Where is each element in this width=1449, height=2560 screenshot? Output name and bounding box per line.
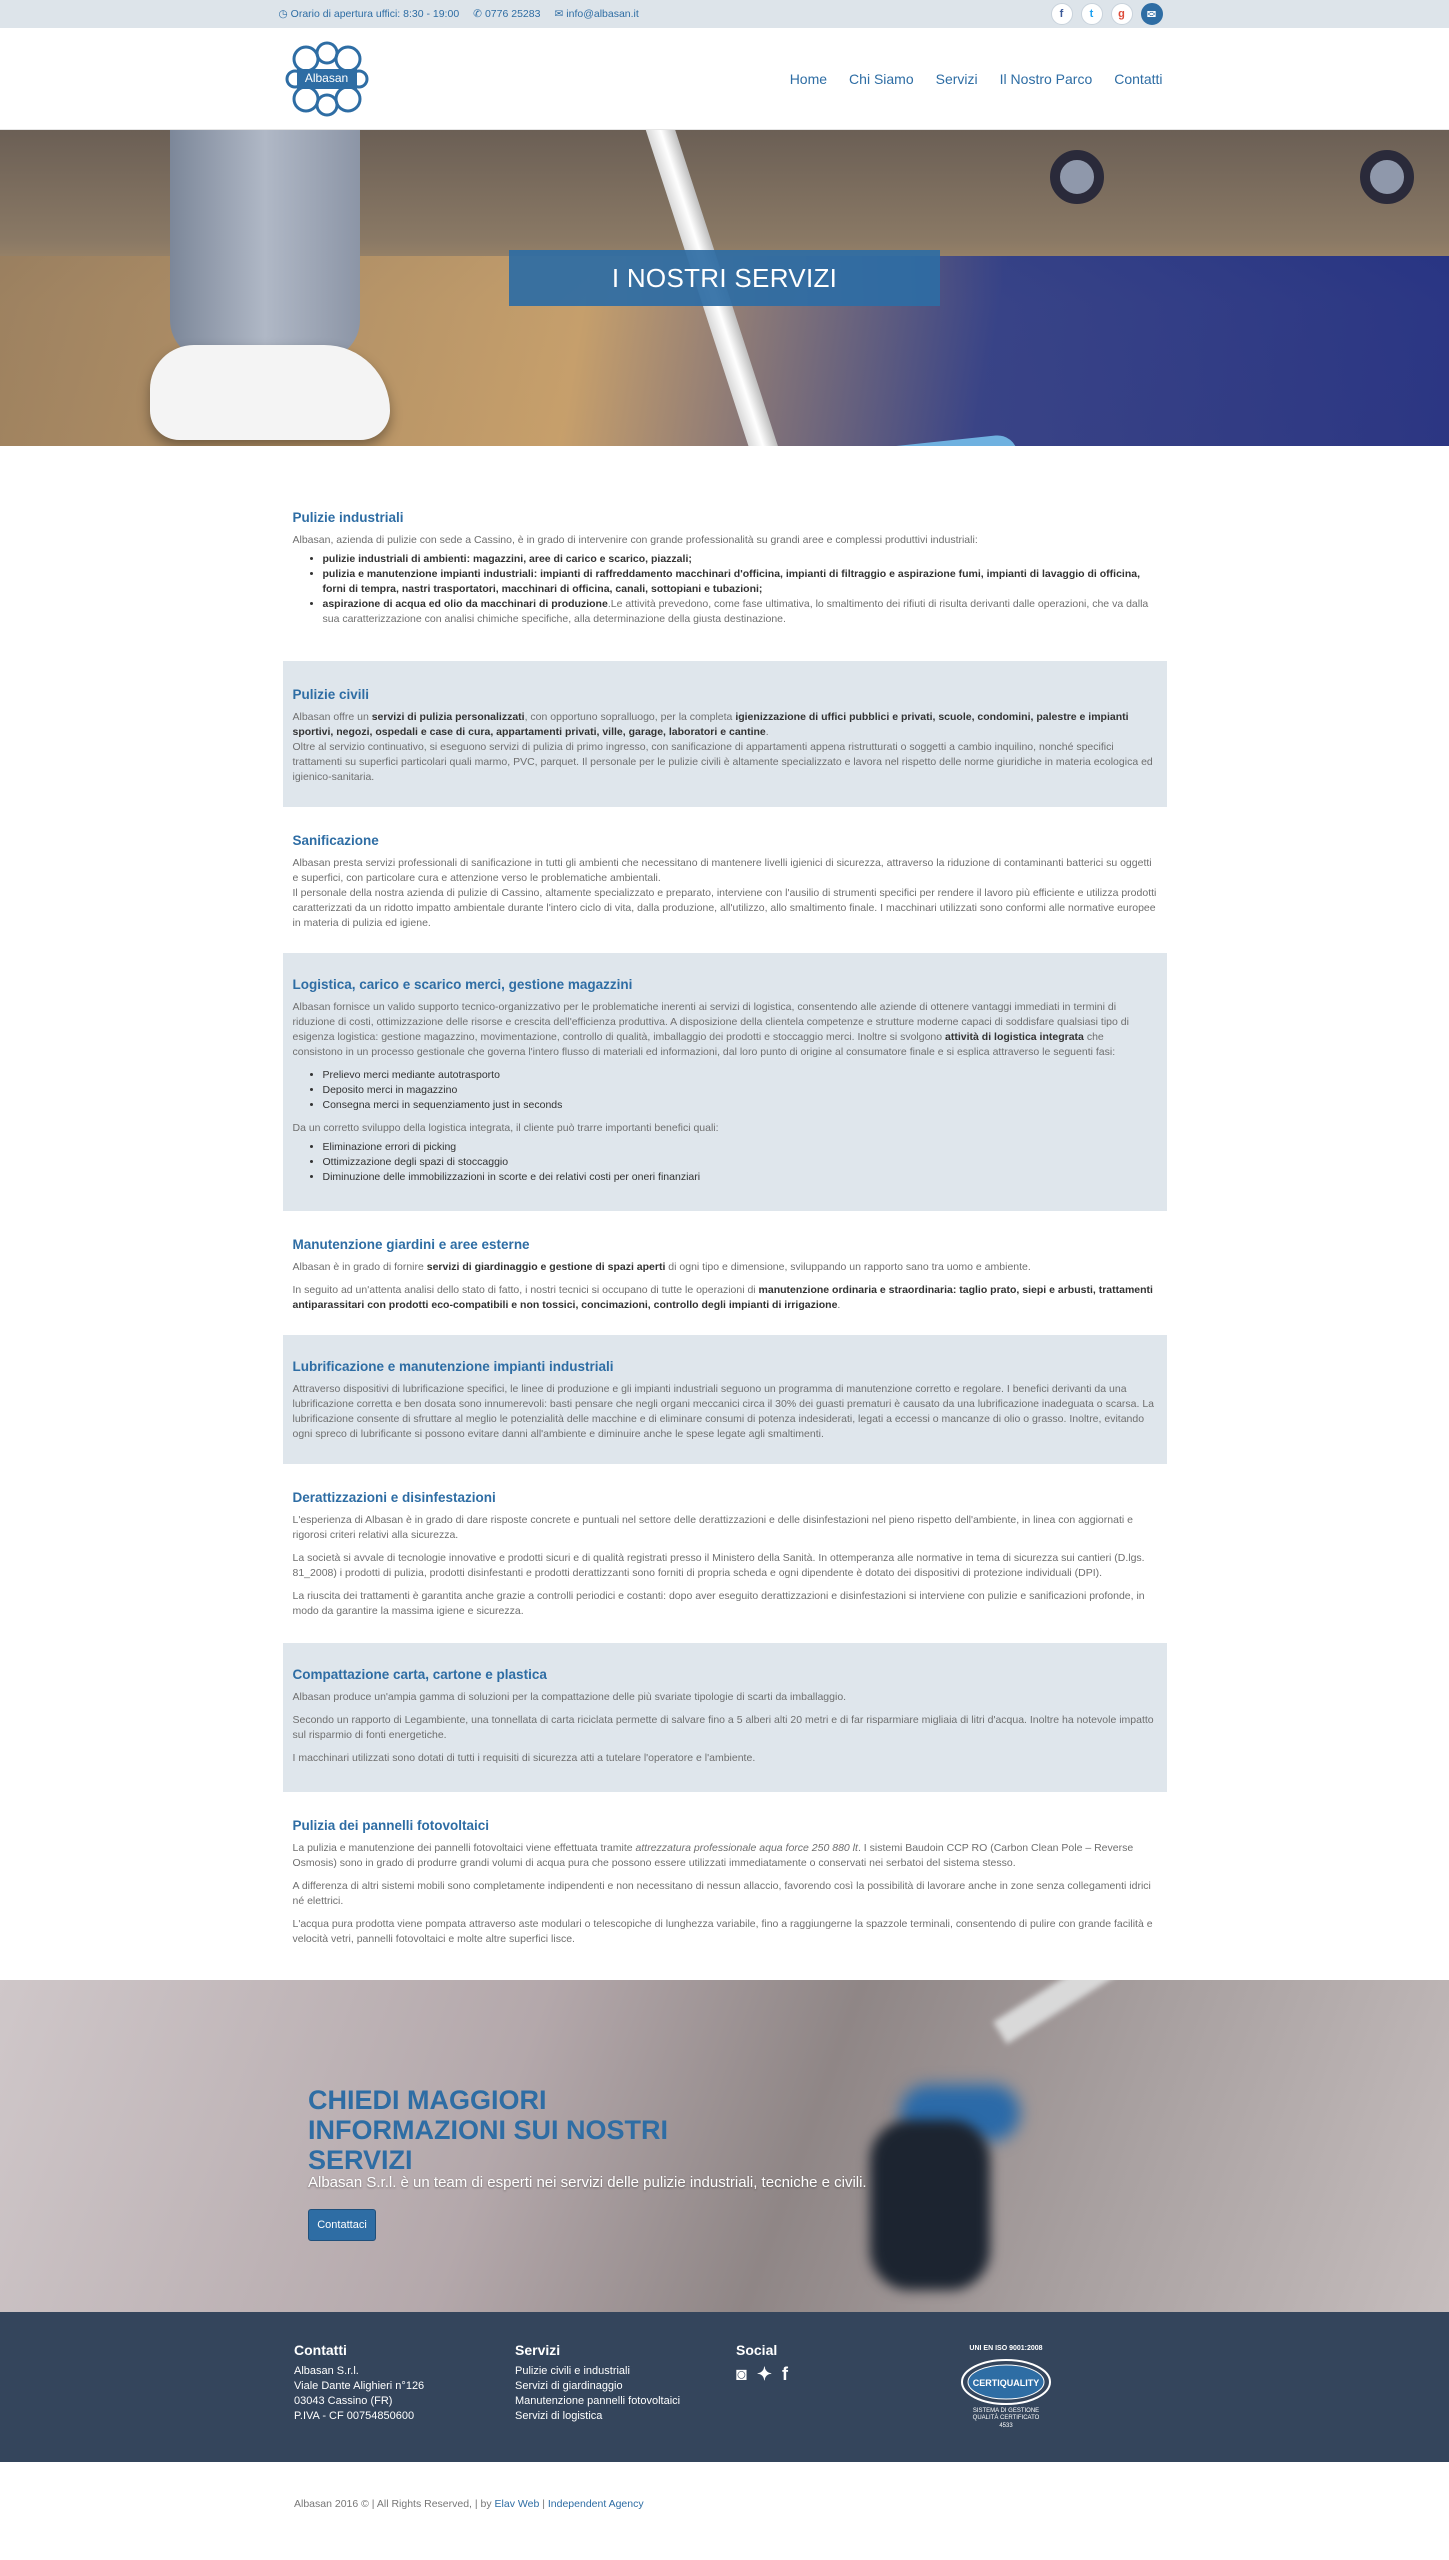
- albasan-logo[interactable]: [285, 39, 369, 119]
- office-hours: ◷ Orario di apertura uffici: 8:30 - 19:00: [278, 8, 460, 20]
- list-item: • aspirazione di acqua ed olio da macchinari di produzione.Le attività prevedono, come fase ultimativa, lo smaltimento dei rifiuti di risulta derivanti dalle operazioni, che va dalla sua caratterizzazione con analisi chimiche specifiche, alla determinazione della giusta destinazione.: [323, 597, 1157, 627]
- footer-contatti: [294, 2342, 515, 2424]
- footer-line: Viale Dante Alighieri n°126: [294, 2380, 425, 2392]
- contattaci-button[interactable]: Contattaci: [308, 2209, 376, 2241]
- twitter-icon[interactable]: t: [1081, 3, 1103, 25]
- nav-contatti[interactable]: Contatti: [1114, 71, 1163, 87]
- email-icon[interactable]: ✉: [1141, 3, 1163, 25]
- section-giardini: [283, 1211, 1167, 1335]
- section-lubrificazione: [283, 1335, 1167, 1464]
- cert-name: CERTIQUALITY: [972, 2378, 1040, 2388]
- section-list: [323, 1140, 1157, 1185]
- nav-il-nostro-parco[interactable]: Il Nostro Parco: [999, 71, 1093, 87]
- list-item: • Consegna merci in sequenziamento just in seconds: [323, 1098, 1157, 1113]
- section-text: La riuscita dei trattamenti è garantita anche grazie a controlli periodici e costanti: dopo aver eseguito derattizzazioni e disinfestazioni si interviene con pulizie e sanificazioni profonde, in modo da garantire la massima igiene e sicurezza.: [292, 1590, 1145, 1617]
- section-fotovoltaici: [283, 1792, 1167, 1975]
- hero-shoe: [150, 345, 390, 440]
- footer-link[interactable]: Servizi di logistica: [515, 2410, 603, 2422]
- social-links: [1051, 3, 1163, 25]
- clock-icon: ◷: [278, 8, 288, 20]
- cert-number: 4533: [999, 2423, 1013, 2429]
- section-text: Albasan offre un servizi di pulizia personalizzati, con opportuno sopralluogo, per la completa igienizzazione di uffici pubblici e privati, scuole, condomini, palestre e impianti sportivi, negozi, ospedali e case di cura, appartamenti privati, ville, garage, laboratori e cantine.: [292, 711, 1129, 738]
- footer-servizi: [515, 2342, 736, 2424]
- section-text: La società si avvale di tecnologie innovative e prodotti sicuri e di qualità registrati presso il Ministero della Sanità. In ottemperanza alle normative in tema di sicurezza sui cantieri (D.lgs. 81_2008) i prodotti di pulizia, prodotti disinfestanti e prodotti derattizzanti sono forniti di propria scheda e ogni dipendente è dotato dei dispositivi di protezione individuali (DPI).: [292, 1552, 1145, 1579]
- footer-heading: Servizi: [515, 2342, 561, 2358]
- nav-chi-siamo[interactable]: Chi Siamo: [849, 71, 914, 87]
- cta-banner: [0, 1980, 1449, 2312]
- section-text: L'acqua pura prodotta viene pompata attraverso aste modulari o telescopiche di lunghezza variabile, fino a raggiungerne la spazzole terminali, consentendo di pulire con grande facilità e velocità vetri, pannelli fotovoltaici e molte altre superfici lisce.: [292, 1918, 1153, 1945]
- agency-link[interactable]: Elav Web: [494, 2498, 540, 2510]
- list-item: • pulizie industriali di ambienti: magazzini, aree di carico e scarico, piazzali;: [323, 552, 1157, 567]
- section-text: Albasan, azienda di pulizie con sede a Cassino, è in grado di intervenire con grande professionalità su grandi aree e complessi produttivi industriali:: [292, 534, 978, 546]
- footer-heading: Social: [736, 2342, 778, 2358]
- logo-text: Albasan: [304, 71, 349, 85]
- agency-tagline[interactable]: Independent Agency: [547, 2498, 644, 2510]
- email-link[interactable]: ✉ info@albasan.it: [554, 8, 639, 20]
- site-header: [0, 28, 1449, 130]
- section-title: Sanificazione: [292, 833, 379, 848]
- footer-link[interactable]: Pulizie civili e industriali: [515, 2365, 630, 2377]
- top-bar: [0, 0, 1449, 28]
- section-text: Albasan produce un'ampia gamma di soluzioni per la compattazione delle più svariate tipologie di scarti da imballaggio.: [292, 1691, 847, 1703]
- certiquality-badge: [958, 2342, 1054, 2432]
- section-text: L'esperienza di Albasan è in grado di dare risposte concrete e puntuali nel settore delle derattizzazioni e delle disinfestazioni nel pieno rispetto dell'ambiente, in linea con aggiornati e rigorosi criteri relativi alla sicurezza.: [292, 1514, 1133, 1541]
- section-text: Albasan presta servizi professionali di sanificazione in tutti gli ambienti che necessitano di mantenere livelli igienici di sicurezza, attraverso la riduzione di contaminanti batterici su oggetti e superfici, con particolare cura e attenzione verso le problematiche ambientali.: [292, 857, 1152, 884]
- copyright-bar: [0, 2462, 1449, 2560]
- list-item: • pulizia e manutenzione impianti industriali: impianti di raffreddamento macchinari d'officina, impianti di filtraggio e aspirazione fumi, impianti di lavaggio di officina, forni di tempra, nastri trasportatori, macchinari di officina, canali, sottopiani e tubazioni;: [323, 567, 1157, 597]
- section-title: Manutenzione giardini e aree esterne: [292, 1237, 530, 1252]
- section-compattazione: [283, 1643, 1167, 1792]
- instagram-icon[interactable]: ◙: [736, 2364, 747, 2384]
- section-text: Secondo un rapporto di Legambiente, una tonnellata di carta riciclata permette di salvare fino a 5 alberi alti 20 metri e di far risparmiare migliaia di litri d'acqua. Inoltre ha notevole impatto sul risparmio di fonti energetiche.: [292, 1714, 1154, 1741]
- section-sanificazione: [283, 807, 1167, 953]
- contact-info: [279, 8, 639, 20]
- footer-social: [736, 2342, 957, 2424]
- section-title: Pulizie civili: [292, 687, 370, 702]
- copyright-text: Albasan 2016 © | All Rights Reserved, | by Elav Web | Independent Agency: [294, 2498, 644, 2510]
- cta-title: CHIEDI MAGGIORI INFORMAZIONI SUI NOSTRI SERVIZI: [308, 2085, 668, 2175]
- site-footer: [0, 2312, 1449, 2462]
- section-pulizie-civili: [283, 661, 1167, 807]
- cart-wheel: [1360, 150, 1414, 204]
- main-nav: [790, 71, 1163, 87]
- machine-handle: [993, 1980, 1448, 2044]
- section-logistica: [283, 953, 1167, 1211]
- services-content: [0, 446, 1449, 1975]
- nav-servizi[interactable]: Servizi: [935, 71, 978, 87]
- section-text: Albasan è in grado di fornire servizi di giardinaggio e gestione di spazi aperti di ogni tipo e dimensione, sviluppando un rapporto sano tra uomo e ambiente.: [292, 1261, 1031, 1273]
- section-title: Lubrificazione e manutenzione impianti industriali: [292, 1359, 614, 1374]
- cart-wheel: [1050, 150, 1104, 204]
- section-text: Attraverso dispositivi di lubrificazione specifici, le linee di produzione e gli impianti industriali seguono un programma di manutenzione corretto e regolare. I benefici derivanti da una lubrificazione corretta e ben dosata sono innumerevoli: basti pensare che negli organi meccanici circa il 30% dei guasti prematuri è causato da una lubrificazione inadeguata o scarsa. La lubrificazione consente di sfruttare al meglio le potenzialità delle macchine e di eliminare consumi di potenza indesiderati, legati a eccessi o mancanze di olio o grasso. Inoltre, evitando ogni spreco di lubrificante si possono evitare danni all'ambiente e diminuire anche le spese legate agli smaltimenti.: [292, 1383, 1155, 1440]
- phone-icon: ✆: [473, 8, 482, 20]
- envelope-icon: ✉: [554, 8, 564, 20]
- hero-banner: [0, 130, 1449, 446]
- section-derattizzazioni: [283, 1464, 1167, 1643]
- nav-home[interactable]: Home: [789, 71, 828, 87]
- list-item: • Eliminazione errori di picking: [323, 1140, 1157, 1155]
- hero-worker-leg: [170, 130, 360, 360]
- page-title: I NOSTRI SERVIZI: [509, 250, 940, 306]
- section-pulizie-industriali: [283, 490, 1167, 655]
- footer-link[interactable]: Servizi di giardinaggio: [515, 2380, 623, 2392]
- section-text: La pulizia e manutenzione dei pannelli fotovoltaici viene effettuata tramite attrezzatura professionale aqua force 250 880 lt. I sistemi Baudoin CCP RO (Carbon Clean Pole – Reverse Osmosis) sono in grado di produrre grandi volumi di acqua pura che possono essere utilizzati immediatamente o conservati nei serbatoi del sistema stesso.: [292, 1842, 1134, 1869]
- list-item: • Prelievo merci mediante autotrasporto: [323, 1068, 1157, 1083]
- google-plus-icon[interactable]: g: [1111, 3, 1133, 25]
- list-item: • Diminuzione delle immobilizzazioni in scorte e dei relativi costi per oneri finanziari: [323, 1170, 1157, 1185]
- section-text: Oltre al servizio continuativo, si eseguono servizi di pulizia di primo ingresso, con sanificazione di appartamenti appena ristrutturati o soggetti a cambio inquilino, nonché specifici trattamenti su superfici particolari quali marmo, PVC, parquet. Il personale per le pulizie civili è altamente specializzato e lavora nel rispetto delle norme giuridiche in materia ecologica ed igienico-sanitaria.: [292, 741, 1153, 783]
- phone[interactable]: ✆ 0776 25283: [473, 8, 541, 20]
- section-text: Da un corretto sviluppo della logistica integrata, il cliente può trarre importanti benefici quali:: [292, 1122, 719, 1134]
- section-title: Compattazione carta, cartone e plastica: [292, 1667, 547, 1682]
- machine-body: [870, 2120, 990, 2290]
- section-text: A differenza di altri sistemi mobili sono completamente indipendenti e non necessitano di nessun allaccio, favorendo così la possibilità di lavorare anche in zone senza collegamenti idrici né elettrici.: [292, 1880, 1151, 1907]
- section-list: [323, 552, 1157, 627]
- twitter-icon[interactable]: ✦: [756, 2364, 772, 2384]
- section-text: Albasan fornisce un valido supporto tecnico-organizzativo per le problematiche inerenti ai servizi di logistica, consentendo alle aziende di ottenere vantaggi immediati in termini di riduzione di costi, ottimizzazione delle risorse e crescita dell'efficienza produttiva. A disposizione della clientela competenze e strutture moderne capaci di soddisfare qualsiasi tipo di esigenza logistica: gestione magazzino, movimentazione, controllo di qualità, imballaggio dei prodotti e stoccaggio merci. Inoltre si svolgono attività di logistica integrata che consistono in un processo gestionale che governa l'intero flusso di materiali ed informazioni, dal loro punto di origine al consumatore finale e si esplica attraverso le seguenti fasi:: [292, 1001, 1129, 1058]
- section-title: Derattizzazioni e disinfestazioni: [292, 1490, 496, 1505]
- facebook-icon[interactable]: f: [781, 2364, 788, 2384]
- cert-line: SISTEMA DI GESTIONE: [972, 2408, 1040, 2414]
- footer-line: Albasan S.r.l.: [294, 2365, 359, 2377]
- cert-line: QUALITÀ CERTIFICATO: [972, 2415, 1040, 2421]
- footer-line: 03043 Cassino (FR): [294, 2395, 393, 2407]
- section-text: In seguito ad un'attenta analisi dello stato di fatto, i nostri tecnici si occupano di tutte le operazioni di manutenzione ordinaria e straordinaria: taglio prato, siepi e arbusti, trattamenti antiparassitari con prodotti eco-compatibili e non tossici, concimazioni, controllo degli impianti di irrigazione.: [292, 1284, 1153, 1311]
- cta-subtitle: Albasan S.r.l. è un team di esperti nei servizi delle pulizie industriali, tecniche e civili.: [308, 2174, 867, 2191]
- facebook-icon[interactable]: f: [1051, 3, 1073, 25]
- section-title: Pulizia dei pannelli fotovoltaici: [292, 1818, 490, 1833]
- section-list: [323, 1068, 1157, 1113]
- footer-line: P.IVA - CF 00754850600: [294, 2410, 415, 2422]
- footer-link[interactable]: Manutenzione pannelli fotovoltaici: [515, 2395, 681, 2407]
- list-item: • Deposito merci in magazzino: [323, 1083, 1157, 1098]
- list-item: • Ottimizzazione degli spazi di stoccaggio: [323, 1155, 1157, 1170]
- section-title: Pulizie industriali: [292, 510, 404, 525]
- footer-heading: Contatti: [294, 2342, 347, 2358]
- section-text: I macchinari utilizzati sono dotati di tutti i requisiti di sicurezza atti a tutelare l'operatore e l'ambiente.: [292, 1752, 756, 1764]
- cert-iso: UNI EN ISO 9001:2008: [969, 2345, 1043, 2352]
- section-title: Logistica, carico e scarico merci, gestione magazzini: [292, 977, 633, 992]
- section-text: Il personale della nostra azienda di pulizie di Cassino, altamente specializzato e preparato, interviene con l'ausilio di strumenti specifici per rendere il lavoro più efficiente e utilizza prodotti caratterizzati da un ridotto impatto ambientale durante l'intero ciclo di vita, dalla produzione, all'utilizzo, allo smaltimento finale. I macchinari utilizzati sono conformi alle normative europee in materia di pulizia ed igiene.: [292, 887, 1157, 929]
